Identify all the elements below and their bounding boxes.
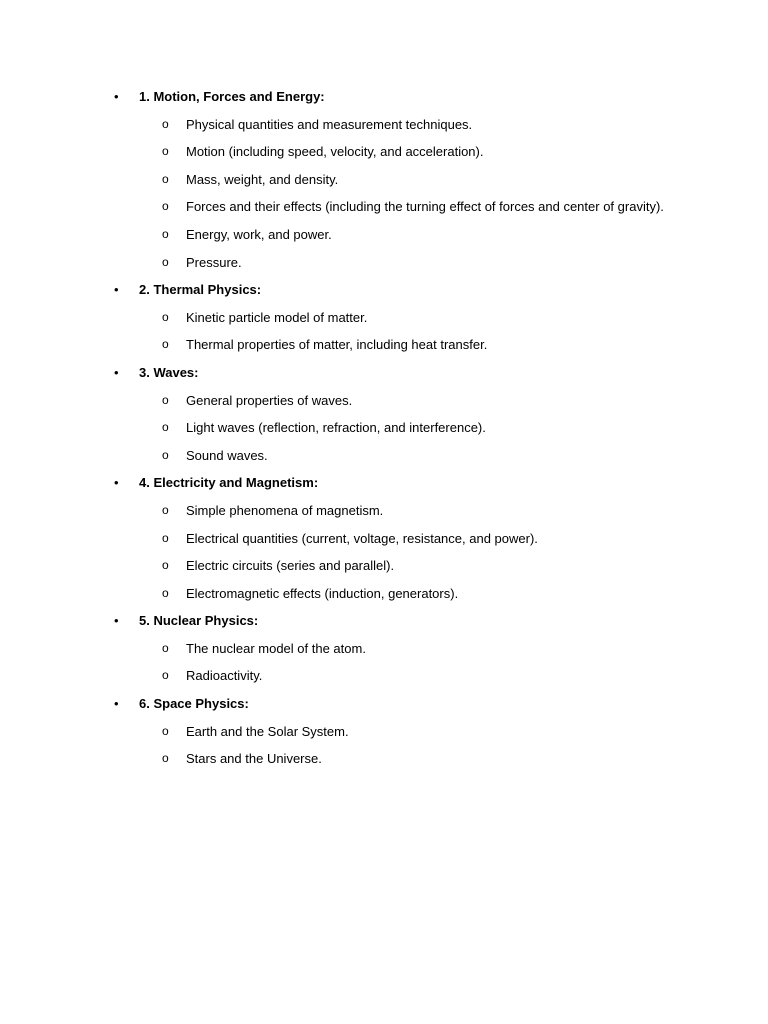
bullet-icon: •: [114, 89, 119, 104]
subtopic-item: [0, 414, 768, 442]
subtopic-text: Motion (including speed, velocity, and acceleration).: [186, 144, 484, 160]
circle-bullet-icon: o: [162, 171, 169, 186]
topic-row: [0, 607, 768, 635]
topic-item: [0, 359, 768, 469]
subtopic-text: Simple phenomena of magnetism.: [186, 502, 384, 518]
circle-bullet-icon: o: [162, 723, 169, 738]
subtopic-item: [0, 111, 768, 139]
topic-heading: 3. Waves:: [139, 364, 199, 380]
topic-item: [0, 83, 768, 276]
subtopic-text: Sound waves.: [186, 447, 268, 463]
subtopic-item: [0, 193, 768, 221]
subtopic-item: [0, 497, 768, 525]
subtopic-text: Radioactivity.: [186, 668, 263, 684]
circle-bullet-icon: o: [162, 585, 169, 600]
subtopic-list: [0, 497, 768, 607]
subtopic-text: Forces and their effects (including the turning effect of forces and center of gravity).: [186, 199, 664, 215]
topic-heading: 5. Nuclear Physics:: [139, 613, 259, 629]
topic-row: [0, 83, 768, 111]
topic-row: [0, 469, 768, 497]
subtopic-item: [0, 166, 768, 194]
topic-item: [0, 607, 768, 690]
circle-bullet-icon: o: [162, 392, 169, 407]
subtopic-text: Mass, weight, and density.: [186, 171, 339, 187]
circle-bullet-icon: o: [162, 254, 169, 269]
bullet-icon: •: [114, 613, 119, 629]
topic-heading: 6. Space Physics:: [139, 696, 249, 712]
subtopic-text: Energy, work, and power.: [186, 226, 332, 242]
subtopic-text: Electromagnetic effects (induction, generators).: [186, 585, 459, 601]
circle-bullet-icon: o: [162, 447, 169, 462]
subtopic-item: [0, 442, 768, 470]
topic-item: [0, 276, 768, 359]
subtopic-text: General properties of waves.: [186, 392, 353, 408]
circle-bullet-icon: o: [162, 751, 169, 766]
bullet-icon: •: [114, 364, 119, 380]
circle-bullet-icon: o: [162, 668, 169, 683]
topic-row: [0, 276, 768, 304]
subtopic-text: Earth and the Solar System.: [186, 723, 349, 739]
topic-item: [0, 690, 768, 773]
subtopic-list: [0, 304, 768, 359]
subtopic-item: [0, 249, 768, 277]
subtopic-item: [0, 552, 768, 580]
circle-bullet-icon: o: [162, 337, 169, 352]
subtopic-text: Thermal properties of matter, including heat transfer.: [186, 337, 488, 353]
subtopic-item: [0, 635, 768, 663]
circle-bullet-icon: o: [162, 558, 169, 573]
subtopic-item: [0, 304, 768, 332]
bullet-icon: •: [114, 696, 119, 712]
circle-bullet-icon: o: [162, 309, 169, 324]
bullet-icon: •: [114, 475, 119, 491]
topic-row: [0, 359, 768, 387]
subtopic-item: [0, 662, 768, 690]
circle-bullet-icon: o: [162, 199, 169, 214]
topic-outline: [0, 83, 768, 773]
topic-item: [0, 469, 768, 607]
subtopic-text: Light waves (reflection, refraction, and interference).: [186, 420, 486, 436]
bullet-icon: •: [114, 282, 119, 298]
circle-bullet-icon: o: [162, 226, 169, 241]
subtopic-text: The nuclear model of the atom.: [186, 640, 366, 656]
subtopic-text: Electrical quantities (current, voltage, resistance, and power).: [186, 530, 538, 546]
subtopic-list: [0, 635, 768, 690]
subtopic-item: [0, 138, 768, 166]
subtopic-text: Stars and the Universe.: [186, 751, 322, 767]
subtopic-list: [0, 111, 768, 277]
subtopic-item: [0, 745, 768, 773]
subtopic-item: [0, 718, 768, 746]
circle-bullet-icon: o: [162, 502, 169, 517]
topic-heading: 1. Motion, Forces and Energy:: [139, 89, 325, 104]
subtopic-text: Physical quantities and measurement techniques.: [186, 116, 473, 132]
circle-bullet-icon: o: [162, 420, 169, 435]
subtopic-text: Pressure.: [186, 254, 242, 270]
topic-row: [0, 690, 768, 718]
subtopic-item: [0, 387, 768, 415]
subtopic-item: [0, 221, 768, 249]
circle-bullet-icon: o: [162, 144, 169, 159]
circle-bullet-icon: o: [162, 530, 169, 545]
subtopic-text: Kinetic particle model of matter.: [186, 309, 368, 325]
subtopic-item: [0, 525, 768, 553]
subtopic-list: [0, 387, 768, 470]
topic-heading: 2. Thermal Physics:: [139, 282, 262, 298]
circle-bullet-icon: o: [162, 116, 169, 131]
subtopic-text: Electric circuits (series and parallel).: [186, 558, 395, 574]
topic-heading: 4. Electricity and Magnetism:: [139, 475, 319, 491]
subtopic-item: [0, 331, 768, 359]
circle-bullet-icon: o: [162, 640, 169, 655]
subtopic-item: [0, 580, 768, 608]
subtopic-list: [0, 718, 768, 773]
